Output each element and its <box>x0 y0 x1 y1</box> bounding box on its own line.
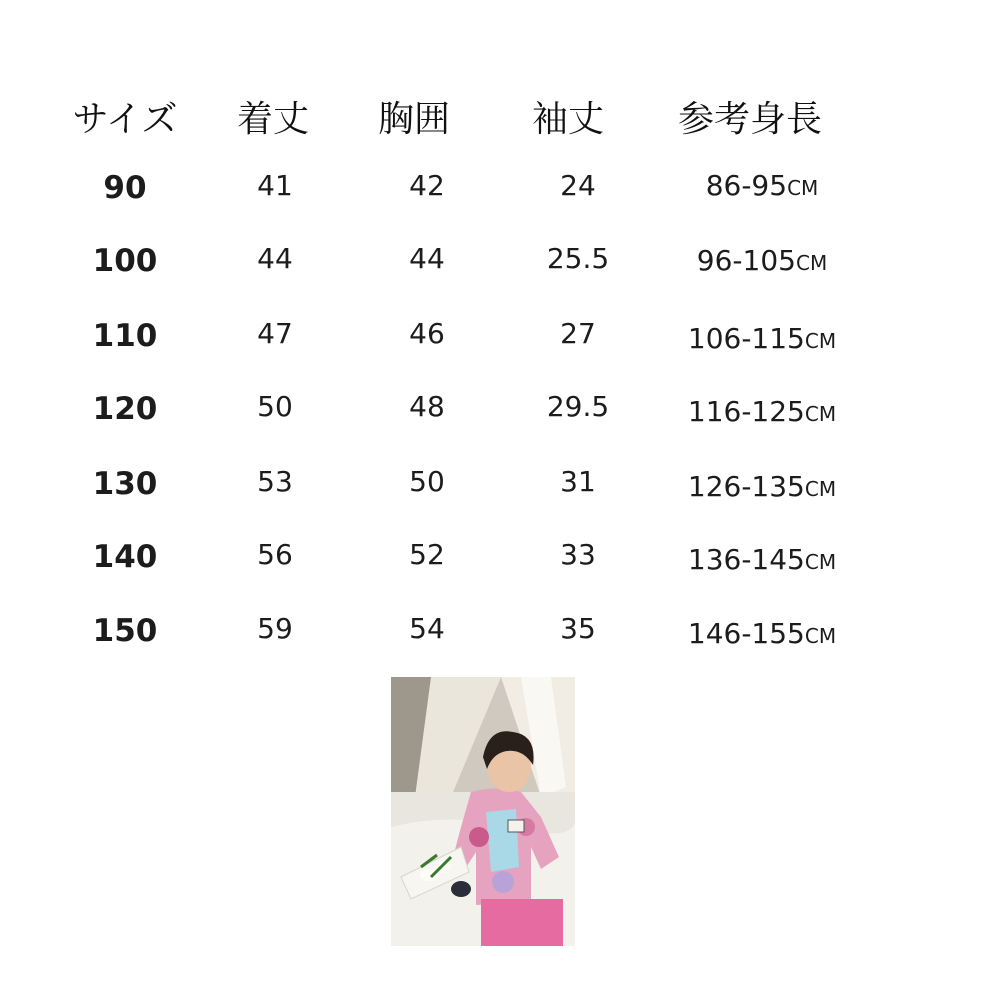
cell-length: 59 <box>257 612 293 645</box>
height-range: 126-135 <box>687 470 805 503</box>
height-range: 86-95 <box>705 169 788 202</box>
cell-chest: 54 <box>409 612 445 645</box>
cell-chest: 46 <box>409 317 445 350</box>
cell-sleeve: 24 <box>560 169 596 202</box>
unit-label: CM <box>804 329 837 353</box>
unit-label: CM <box>795 251 828 275</box>
unit-label: CM <box>787 176 819 200</box>
cell-size: 100 <box>92 243 158 279</box>
cell-chest: 48 <box>409 390 445 423</box>
cell-sleeve: 31 <box>560 465 596 498</box>
cell-size: 130 <box>92 466 158 502</box>
cell-size: 140 <box>92 539 158 575</box>
product-photo <box>391 677 575 946</box>
cell-length: 50 <box>257 390 293 423</box>
cell-chest: 42 <box>409 169 445 202</box>
cell-sleeve: 27 <box>560 317 596 350</box>
cell-height <box>697 243 827 281</box>
header-sleeve: 袖丈 <box>531 99 605 140</box>
unit-label: CM <box>804 550 837 574</box>
cell-length: 53 <box>257 465 293 498</box>
cell-chest: 52 <box>409 538 445 571</box>
height-range: 116-125 <box>687 395 805 428</box>
cell-size: 150 <box>92 613 158 649</box>
cell-sleeve: 35 <box>560 612 596 645</box>
cell-size: 90 <box>103 170 147 206</box>
cell-length: 56 <box>257 538 293 571</box>
cell-size: 120 <box>92 391 158 427</box>
cell-height <box>688 469 836 507</box>
height-range: 96-105 <box>696 244 796 277</box>
cell-height <box>688 616 836 654</box>
height-range: 136-145 <box>687 543 805 576</box>
cell-sleeve: 25.5 <box>546 242 610 275</box>
cell-height <box>688 542 836 580</box>
header-length: 着丈 <box>236 99 310 140</box>
cell-length: 41 <box>257 169 293 202</box>
cell-height <box>688 394 836 432</box>
cell-length: 44 <box>257 242 293 275</box>
unit-label: CM <box>804 477 837 501</box>
cell-height <box>688 321 836 359</box>
unit-label: CM <box>804 624 837 648</box>
cell-sleeve: 29.5 <box>546 390 610 423</box>
height-range: 146-155 <box>687 617 805 650</box>
header-height: 参考身長 <box>677 99 823 140</box>
height-range: 106-115 <box>687 322 805 355</box>
cell-height <box>706 168 819 206</box>
header-chest: 胸囲 <box>377 99 451 140</box>
cell-size: 110 <box>92 318 158 354</box>
cell-chest: 44 <box>409 242 445 275</box>
cell-chest: 50 <box>409 465 445 498</box>
header-size: サイズ <box>72 99 178 140</box>
child-model-image <box>391 677 575 946</box>
cell-length: 47 <box>257 317 293 350</box>
unit-label: CM <box>804 402 837 426</box>
cell-sleeve: 33 <box>560 538 596 571</box>
